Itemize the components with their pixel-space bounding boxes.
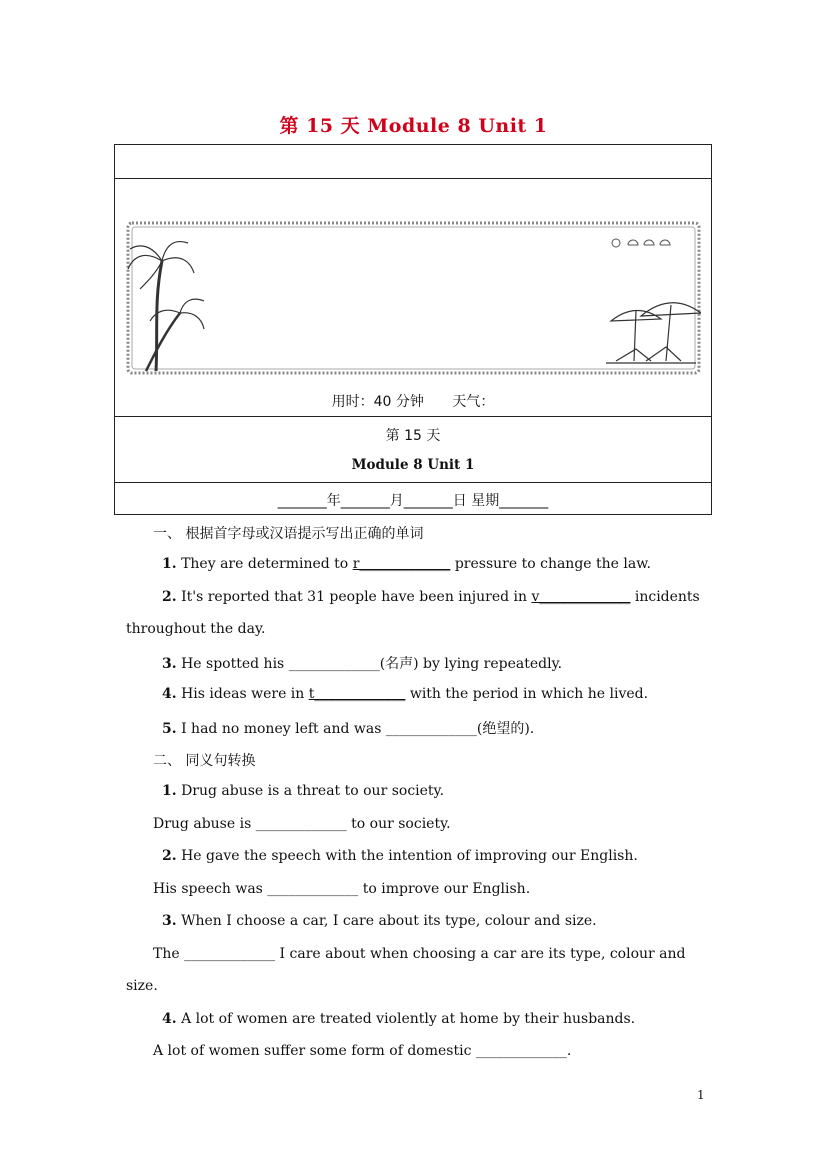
s1-question-3: 3. He spotted his _____________(名声) by lying repeatedly. (162, 656, 563, 672)
header-day-row (115, 417, 711, 483)
answer-blank[interactable]: v_____________ (531, 589, 631, 605)
s1-question-5: 5. I had no money left and was _____________(绝望的). (162, 721, 535, 737)
s2-rewrite-1[interactable]: Drug abuse is _____________ to our society. (153, 816, 451, 832)
section-1-heading: 一、 根据首字母或汉语提示写出正确的单词 (153, 526, 424, 542)
header-table (114, 144, 712, 515)
answer-blank[interactable]: _____________ (288, 656, 380, 672)
weather-label: 天气： (452, 394, 495, 410)
s1-question-2-continuation: throughout the day. (126, 621, 266, 637)
s2-question-2: 2. He gave the speech with the intention of improving our English. (162, 848, 638, 864)
page-number: 1 (697, 1088, 705, 1102)
page-title: 第 15 天 Module 8 Unit 1 (279, 115, 548, 137)
s1-question-2: 2. It's reported that 31 people have been injured in v_____________ incidents (162, 589, 700, 605)
palm-tree-icon (128, 242, 204, 371)
s2-question-3: 3. When I choose a car, I care about its type, colour and size. (162, 913, 597, 929)
s2-rewrite-3-continuation: size. (126, 978, 158, 994)
header-empty-row (115, 145, 711, 179)
s1-question-4: 4. His ideas were in t_____________ with the period in which he lived. (162, 686, 649, 702)
beach-banner-illustration (126, 221, 701, 375)
day-label: 第 15 天 (385, 428, 441, 444)
answer-blank[interactable]: _____________ (385, 721, 477, 737)
time-weather-line (115, 391, 711, 411)
header-date-row (115, 483, 711, 514)
time-info: 用时：40 分钟 (331, 394, 424, 410)
s2-rewrite-3[interactable]: The _____________ I care about when choosing a car are its type, colour and (153, 946, 686, 962)
s2-question-4: 4. A lot of women are treated violently at home by their husbands. (162, 1011, 636, 1027)
answer-blank[interactable]: t_____________ (308, 686, 406, 702)
header-banner-row (115, 179, 711, 417)
module-label: Module 8 Unit 1 (351, 457, 475, 473)
s2-question-1: 1. Drug abuse is a threat to our society. (162, 783, 445, 799)
date-line: _______年_______月_______日 星期_______ (277, 493, 549, 509)
beach-umbrella-icon (606, 303, 701, 363)
section-2-heading: 二、 同义句转换 (153, 753, 256, 769)
weather-icons (612, 239, 670, 247)
s2-rewrite-4[interactable]: A lot of women suffer some form of domestic _____________. (153, 1043, 572, 1059)
answer-blank[interactable]: r_____________ (352, 556, 451, 572)
s2-rewrite-2[interactable]: His speech was _____________ to improve our English. (153, 881, 531, 897)
s1-question-1: 1. They are determined to r_____________ pressure to change the law. (162, 556, 651, 572)
